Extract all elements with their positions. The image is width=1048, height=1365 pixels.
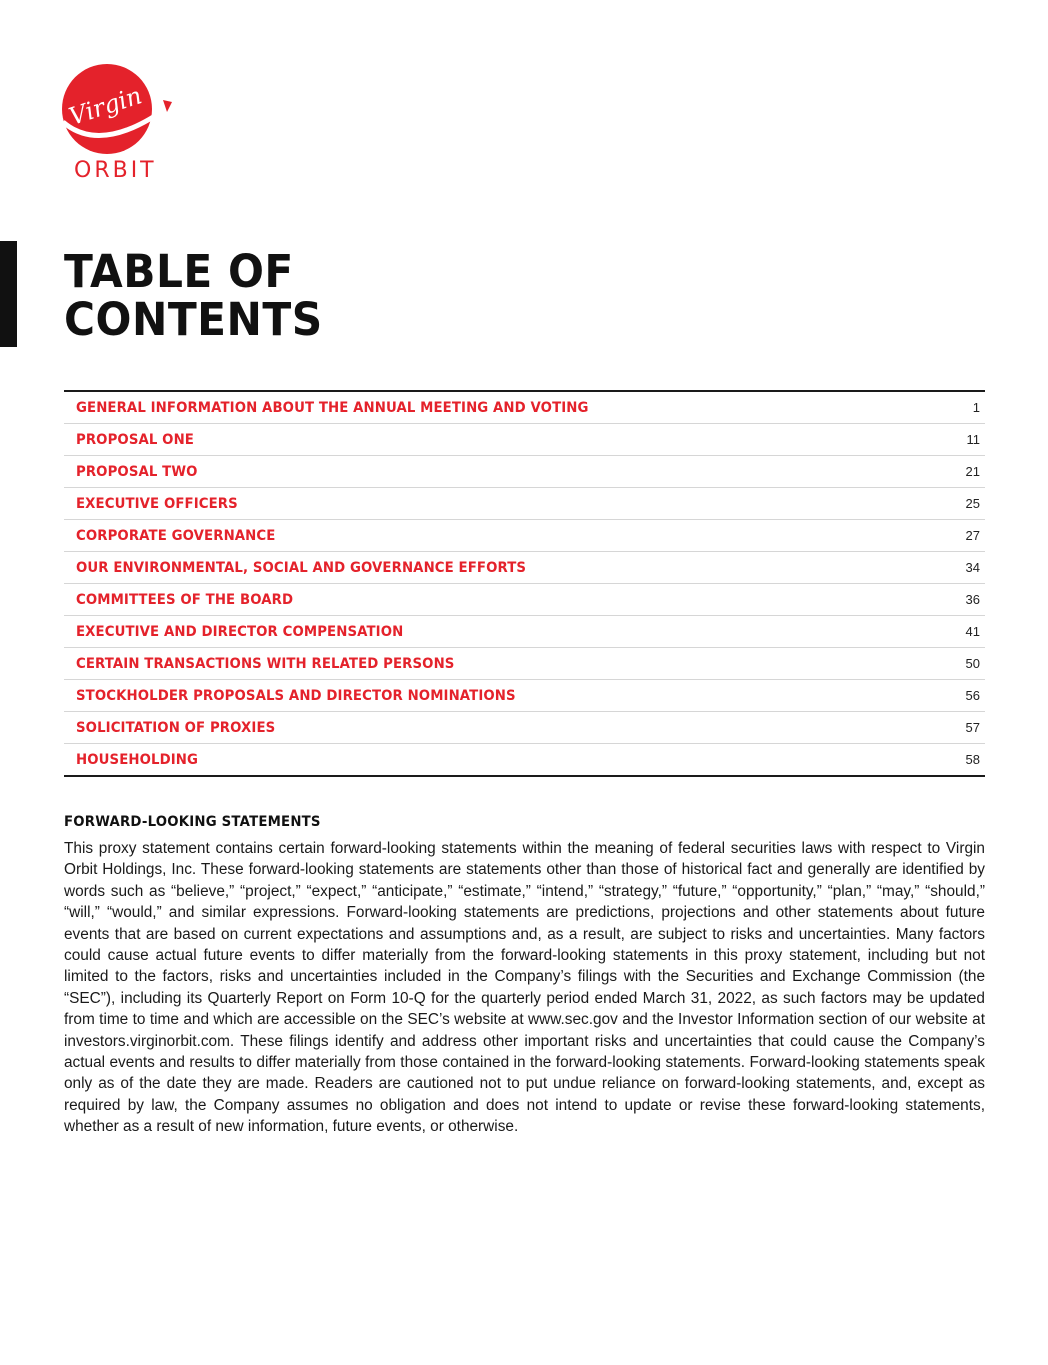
toc-link[interactable]: GENERAL INFORMATION ABOUT THE ANNUAL MEETING AND VOTING xyxy=(76,399,589,416)
toc-row[interactable] xyxy=(64,424,985,456)
forward-looking-body: This proxy statement contains certain forward-looking statements within the meaning of federal securities laws with respect to Virgin Orbit Holdings, Inc. These forward-looking statements are statements other than those of historical fact and generally are identified by words such as “believe,” “project,” “expect,” “anticipate,” “estimate,” “intend,” “strategy,” “future,” “opportunity,” “plan,” “may,” “should,” “will,” “would,” and similar expressions. Forward-looking statements are predictions, projections and other statements about future events that are based on current expectations and assumptions and, as a result, are subject to risks and uncertainties. Many factors could cause actual future events to differ materially from the forward-looking statements in this proxy statement, including but not limited to the factors, risks and uncertainties included in the Company’s filings with the Securities and Exchange Commission (the “SEC”), including its Quarterly Report on Form 10-Q for the quarterly period ended March 31, 2022, as such factors may be updated from time to time and which are accessible on the SEC’s website at www.sec.gov and the Investor Information section of our website at investors.virginorbit.com. These filings identify and address other important risks and uncertainties that could cause the Company’s actual events and results to differ materially from those contained in the forward-looking statements. Forward-looking statements speak only as of the date they are made. Readers are cautioned not to put undue reliance on forward-looking statements, and, except as required by law, the Company assumes no obligation and does not intend to update or revise these forward-looking statements, whether as a result of new information, future events, or otherwise. xyxy=(64,840,985,1136)
toc-page-number: 11 xyxy=(966,432,980,447)
toc-page-number: 57 xyxy=(965,720,980,735)
toc-link[interactable]: STOCKHOLDER PROPOSALS AND DIRECTOR NOMINATIONS xyxy=(76,687,516,704)
forward-looking-heading: FORWARD-LOOKING STATEMENTS xyxy=(64,814,321,830)
toc-page-number: 27 xyxy=(965,528,980,543)
toc-row[interactable] xyxy=(64,744,985,775)
toc-row[interactable] xyxy=(64,392,985,424)
toc-link[interactable]: CORPORATE GOVERNANCE xyxy=(76,527,276,544)
toc-row[interactable] xyxy=(64,520,985,552)
toc-link[interactable]: PROPOSAL TWO xyxy=(76,463,198,480)
toc-row[interactable] xyxy=(64,616,985,648)
toc-page-number: 36 xyxy=(965,592,980,607)
toc-row[interactable] xyxy=(64,680,985,712)
toc-link[interactable]: EXECUTIVE OFFICERS xyxy=(76,495,238,512)
page-title xyxy=(64,245,440,346)
section-marker-bar xyxy=(0,241,17,347)
toc-page-number: 41 xyxy=(965,624,980,639)
toc-row[interactable] xyxy=(64,456,985,488)
toc-row[interactable] xyxy=(64,712,985,744)
toc-link[interactable]: COMMITTEES OF THE BOARD xyxy=(76,591,294,608)
toc-page-number: 34 xyxy=(965,560,980,575)
toc-page-number: 1 xyxy=(972,400,980,415)
toc-link[interactable]: OUR ENVIRONMENTAL, SOCIAL AND GOVERNANCE EFFORTS xyxy=(76,559,527,576)
orbit-wordmark: ORBIT xyxy=(74,158,157,183)
toc-row[interactable] xyxy=(64,584,985,616)
toc-row[interactable] xyxy=(64,648,985,680)
toc-row[interactable] xyxy=(64,552,985,584)
toc-link[interactable]: PROPOSAL ONE xyxy=(76,431,194,448)
svg-text:Virgin: Virgin xyxy=(65,81,146,131)
toc-page-number: 56 xyxy=(965,688,980,703)
toc-page-number: 58 xyxy=(965,752,980,767)
virgin-planet-icon xyxy=(60,62,176,162)
toc-link[interactable]: CERTAIN TRANSACTIONS WITH RELATED PERSONS xyxy=(76,655,455,672)
toc-page-number: 25 xyxy=(965,496,980,511)
page-title-line-1: TABLE OF xyxy=(64,245,294,298)
page-title-line-2: CONTENTS xyxy=(64,293,323,346)
table-of-contents xyxy=(64,390,985,777)
toc-link[interactable]: SOLICITATION OF PROXIES xyxy=(76,719,276,736)
toc-link[interactable]: HOUSEHOLDING xyxy=(76,751,199,768)
toc-link[interactable]: EXECUTIVE AND DIRECTOR COMPENSATION xyxy=(76,623,404,640)
toc-row[interactable] xyxy=(64,488,985,520)
toc-page-number: 21 xyxy=(965,464,980,479)
toc-page-number: 50 xyxy=(965,656,980,671)
